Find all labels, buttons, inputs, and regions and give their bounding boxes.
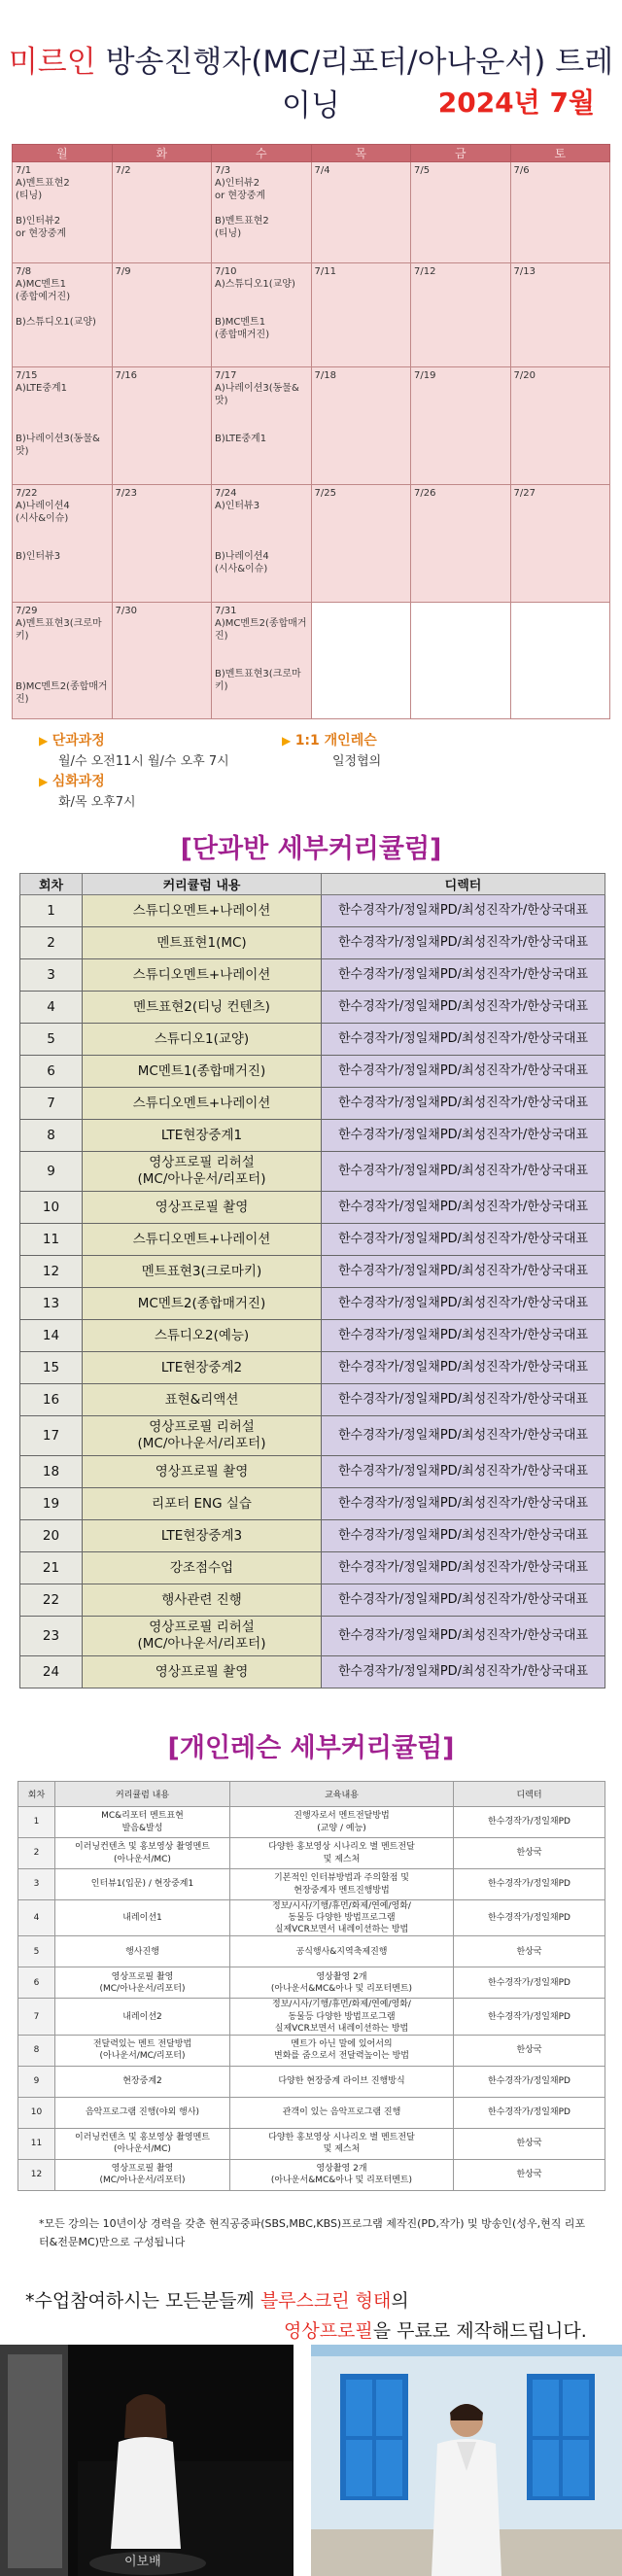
content-cell: 표현&리액션 [83, 1384, 322, 1416]
director-cell: 한수경작가/정일채PD/최성진작가/한상국대표 [322, 1488, 605, 1520]
col-header-round: 회차 [18, 1782, 55, 1807]
table-header-row [18, 1782, 605, 1807]
director-cell: 한수경작가/정일채PD/최성진작가/한상국대표 [322, 895, 605, 927]
round-cell: 19 [20, 1488, 83, 1520]
round-cell: 2 [18, 1838, 55, 1869]
weekday-sat: 토 [510, 145, 610, 162]
calendar-day-cell [411, 603, 511, 719]
calendar-day-cell: 7/19 [411, 367, 511, 485]
schedule-calendar [12, 144, 610, 719]
round-cell: 10 [18, 2097, 55, 2128]
round-cell: 21 [20, 1552, 83, 1584]
content-cell: 멘트표현2(티닝 컨텐츠) [83, 992, 322, 1024]
director-cell: 한수경작가/정일채PD/최성진작가/한상국대표 [322, 1320, 605, 1352]
table-row [20, 1656, 605, 1688]
director-cell: 한수경작가/정일채PD/최성진작가/한상국대표 [322, 1288, 605, 1320]
table-row [18, 1807, 605, 1838]
content-cell: 이러닝컨텐츠 및 홍보영상 촬영멘트 (아나운서/MC) [55, 2128, 230, 2159]
weekday-tue: 화 [112, 145, 212, 162]
round-cell: 12 [18, 2159, 55, 2190]
table-row [20, 1617, 605, 1656]
education-cell: 영상촬영 2개 (아나운서&MC&아나 및 리포터멘트) [230, 2159, 454, 2190]
weekday-mon: 월 [13, 145, 113, 162]
calendar-day-cell: 7/17 A)나레이션3(동물&맛) B)LTE중계1 [212, 367, 312, 485]
director-cell: 한상국 [454, 2128, 605, 2159]
director-cell: 한수경작가/정일채PD [454, 2066, 605, 2097]
deep-course-heading: 심화과정 [52, 774, 105, 789]
content-cell: 영상프로필 촬영 [83, 1192, 322, 1224]
round-cell: 9 [20, 1152, 83, 1192]
table-row [18, 2035, 605, 2066]
month-label: 2024년 7월 [437, 87, 595, 119]
calendar-week-row [13, 162, 610, 263]
calendar-day-cell: 7/8 A)MC멘트1 (종합예거진) B)스튜디오1(교양) [13, 263, 113, 367]
calendar-day-cell: 7/16 [112, 367, 212, 485]
round-cell: 5 [20, 1024, 83, 1056]
calendar-day-cell: 7/15 A)LTE중계1 B)나레이션3(동물&맛) [13, 367, 113, 485]
director-cell: 한수경작가/정일채PD/최성진작가/한상국대표 [322, 1192, 605, 1224]
education-cell: 공식행사&지역축제진행 [230, 1936, 454, 1967]
director-cell: 한수경작가/정일채PD/최성진작가/한상국대표 [322, 1617, 605, 1656]
calendar-day-cell: 7/22 A)나레이션4 (시사&이슈) B)인터뷰3 [13, 485, 113, 603]
director-cell: 한수경작가/정일채PD/최성진작가/한상국대표 [322, 1416, 605, 1456]
round-cell: 12 [20, 1256, 83, 1288]
content-cell: 행사진행 [55, 1936, 230, 1967]
round-cell: 11 [20, 1224, 83, 1256]
table-row [20, 1416, 605, 1456]
cta-highlight: 블루스크린 형태 [259, 2290, 392, 2312]
education-cell: 정보/시사/기행/휴먼/화제/연예/영화/ 동물등 다양한 방법프로그램 실제VCR보면서 내레이션하는 방법 [230, 1999, 454, 2035]
round-cell: 22 [20, 1584, 83, 1617]
table-row [18, 1967, 605, 1999]
table-row [20, 992, 605, 1024]
col-header-director: 디렉터 [322, 874, 605, 895]
table-row [20, 1088, 605, 1120]
round-cell: 13 [20, 1288, 83, 1320]
round-cell: 7 [20, 1088, 83, 1120]
content-cell: 영상프로필 리허설 (MC/아나운서/리포터) [83, 1152, 322, 1192]
table-row [18, 1869, 605, 1900]
round-cell: 10 [20, 1192, 83, 1224]
cta-text: 의 [391, 2290, 409, 2312]
weekday-thu: 목 [311, 145, 411, 162]
footnote: *모든 강의는 10년이상 경력을 갖춘 현직공중파(SBS,MBC,KBS)프로그램 제작진(PD,작가) 및 방송인(성우,현직 리포터&전문MC)만으로 구성됩니다 [39, 2217, 586, 2248]
cta-highlight: 영상프로필 [284, 2320, 373, 2342]
director-cell: 한수경작가/정일채PD/최성진작가/한상국대표 [322, 1584, 605, 1617]
table-header-row [20, 874, 605, 895]
calendar-day-cell: 7/12 [411, 263, 511, 367]
round-cell: 5 [18, 1936, 55, 1967]
round-cell: 1 [20, 895, 83, 927]
round-cell: 16 [20, 1384, 83, 1416]
table-row [18, 1900, 605, 1936]
table-row [18, 1936, 605, 1967]
deep-course-time: 화/목 오후7시 [58, 795, 136, 810]
content-cell: 행사관련 진행 [83, 1584, 322, 1617]
calendar-day-cell: 7/30 [112, 603, 212, 719]
round-cell: 8 [20, 1120, 83, 1152]
content-cell: 내레이션2 [55, 1999, 230, 2035]
table-row [20, 1056, 605, 1088]
table-row [20, 1384, 605, 1416]
calendar-day-cell: 7/31 A)MC멘트2(종합매거진) B)멘트표현3(크로마키) [212, 603, 312, 719]
content-cell: MC&리포터 멘트표현 발음&발성 [55, 1807, 230, 1838]
triangle-icon: ▶ [39, 775, 49, 788]
director-cell: 한수경작가/정일채PD [454, 2097, 605, 2128]
director-cell: 한상국 [454, 2159, 605, 2190]
content-cell: 스튜디오1(교양) [83, 1024, 322, 1056]
private-curriculum-table [17, 1781, 605, 2191]
content-cell: 영상프로필 촬영 [83, 1656, 322, 1688]
calendar-day-cell: 7/11 [311, 263, 411, 367]
content-cell: 스튜디오멘트+나레이션 [83, 959, 322, 992]
director-cell: 한수경작가/정일채PD/최성진작가/한상국대표 [322, 1224, 605, 1256]
content-cell: LTE현장중계3 [83, 1520, 322, 1552]
section-title-private: [개인레슨 세부커리큘럼] [167, 1733, 455, 1763]
round-cell: 9 [18, 2066, 55, 2097]
content-cell: 리포터 ENG 실습 [83, 1488, 322, 1520]
director-cell: 한수경작가/정일채PD/최성진작가/한상국대표 [322, 1656, 605, 1688]
director-cell: 한수경작가/정일채PD/최성진작가/한상국대표 [322, 1352, 605, 1384]
table-row [20, 1456, 605, 1488]
calendar-day-cell: 7/9 [112, 263, 212, 367]
table-row [20, 1256, 605, 1288]
round-cell: 2 [20, 927, 83, 959]
content-cell: 강조점수업 [83, 1552, 322, 1584]
calendar-day-cell: 7/27 [510, 485, 610, 603]
calendar-day-cell: 7/6 [510, 162, 610, 263]
director-cell: 한상국 [454, 2035, 605, 2066]
cta-line-2 [284, 2316, 587, 2343]
education-cell: 다양한 홍보영상 시나리오 별 멘트전달 및 제스처 [230, 2128, 454, 2159]
table-row [20, 1192, 605, 1224]
round-cell: 24 [20, 1656, 83, 1688]
education-cell: 영상촬영 2개 (아나운서&MC&아나 및 리포터멘트) [230, 1967, 454, 1999]
single-course-heading: 단과과정 [52, 733, 105, 748]
table-row [20, 1552, 605, 1584]
content-cell: 스튜디오멘트+나레이션 [83, 1224, 322, 1256]
round-cell: 23 [20, 1617, 83, 1656]
content-cell: 멘트표현1(MC) [83, 927, 322, 959]
calendar-day-cell: 7/2 [112, 162, 212, 263]
content-cell: 인터뷰1(입문) / 현장중계1 [55, 1869, 230, 1900]
director-cell: 한수경작가/정일채PD [454, 1967, 605, 1999]
calendar-day-cell: 7/26 [411, 485, 511, 603]
col-header-education: 교육내용 [230, 1782, 454, 1807]
round-cell: 4 [20, 992, 83, 1024]
education-cell: 멘트가 아닌 말에 있어서의 변화를 줌으로서 전달력높이는 방법 [230, 2035, 454, 2066]
table-row [18, 2097, 605, 2128]
title-text: 방송진행자(MC/리포터/아나운서) 트레이닝 [105, 45, 614, 123]
content-cell: 스튜디오멘트+나레이션 [83, 1088, 322, 1120]
content-cell: 전달력있는 멘트 전달방법 (아나운서/MC/리포터) [55, 2035, 230, 2066]
director-cell: 한수경작가/정일채PD/최성진작가/한상국대표 [322, 959, 605, 992]
education-cell: 다양한 홍보영상 시나리오 별 멘트전달 및 제스처 [230, 1838, 454, 1869]
profile-photo-left [0, 2345, 294, 2576]
triangle-icon: ▶ [282, 734, 292, 748]
round-cell: 14 [20, 1320, 83, 1352]
table-row [18, 1999, 605, 2035]
content-cell: 영상프로필 촬영 [83, 1456, 322, 1488]
round-cell: 17 [20, 1416, 83, 1456]
calendar-day-cell: 7/20 [510, 367, 610, 485]
director-cell: 한수경작가/정일채PD/최성진작가/한상국대표 [322, 992, 605, 1024]
content-cell: 음악프로그램 진행(야외 행사) [55, 2097, 230, 2128]
calendar-day-cell: 7/23 [112, 485, 212, 603]
calendar-weekday-row [13, 145, 610, 162]
weekday-wed: 수 [212, 145, 312, 162]
table-row [20, 1152, 605, 1192]
table-row [20, 1288, 605, 1320]
single-course-time: 월/수 오전11시 월/수 오후 7시 [58, 754, 229, 769]
private-legend [282, 731, 381, 772]
cta-line-1 [25, 2286, 409, 2313]
section-title-single: [단과반 세부커리큘럼] [180, 834, 442, 864]
director-cell: 한상국 [454, 1838, 605, 1869]
single-curriculum-table [19, 873, 605, 1688]
col-header-round: 회차 [20, 874, 83, 895]
studio-photo-illustration [0, 2345, 294, 2576]
triangle-icon: ▶ [39, 734, 49, 748]
table-row [20, 1224, 605, 1256]
round-cell: 8 [18, 2035, 55, 2066]
col-header-content: 커리큘럼 내용 [55, 1782, 230, 1807]
director-cell: 한수경작가/정일채PD/최성진작가/한상국대표 [322, 927, 605, 959]
private-lesson-heading: 1:1 개인레슨 [294, 733, 377, 748]
round-cell: 6 [18, 1967, 55, 1999]
content-cell: 영상프로필 촬영 (MC/아나운서/리포터) [55, 2159, 230, 2190]
content-cell: 멘트표현3(크로마키) [83, 1256, 322, 1288]
content-cell: 영상프로필 리허설 (MC/아나운서/리포터) [83, 1617, 322, 1656]
calendar-day-cell: 7/29 A)멘트표현3(크로마키) B)MC멘트2(종합매거진) [13, 603, 113, 719]
table-row [20, 895, 605, 927]
calendar-day-cell: 7/13 [510, 263, 610, 367]
calendar-day-cell: 7/5 [411, 162, 511, 263]
director-cell: 한수경작가/정일채PD [454, 1807, 605, 1838]
round-cell: 15 [20, 1352, 83, 1384]
brand-name: 미르인 [8, 45, 96, 80]
education-cell: 다양한 현장중계 라이브 진행방식 [230, 2066, 454, 2097]
table-row [18, 2066, 605, 2097]
content-cell: 스튜디오2(예능) [83, 1320, 322, 1352]
table-row [20, 1024, 605, 1056]
director-cell: 한수경작가/정일채PD/최성진작가/한상국대표 [322, 1520, 605, 1552]
content-cell: 영상프로필 촬영 (MC/아나운서/리포터) [55, 1967, 230, 1999]
content-cell: 스튜디오멘트+나레이션 [83, 895, 322, 927]
table-row [18, 2159, 605, 2190]
round-cell: 4 [18, 1900, 55, 1936]
calendar-day-cell: 7/25 [311, 485, 411, 603]
director-cell: 한수경작가/정일채PD/최성진작가/한상국대표 [322, 1384, 605, 1416]
calendar-week-row [13, 603, 610, 719]
table-row [18, 2128, 605, 2159]
round-cell: 7 [18, 1999, 55, 2035]
round-cell: 6 [20, 1056, 83, 1088]
calendar-day-cell: 7/4 [311, 162, 411, 263]
director-cell: 한상국 [454, 1936, 605, 1967]
content-cell: MC멘트1(종합매거진) [83, 1056, 322, 1088]
round-cell: 11 [18, 2128, 55, 2159]
round-cell: 3 [18, 1869, 55, 1900]
director-cell: 한수경작가/정일채PD/최성진작가/한상국대표 [322, 1056, 605, 1088]
content-cell: 영상프로필 리허설 (MC/아나운서/리포터) [83, 1416, 322, 1456]
director-cell: 한수경작가/정일채PD/최성진작가/한상국대표 [322, 1256, 605, 1288]
content-cell: LTE현장중계1 [83, 1120, 322, 1152]
cta-text: *수업참여하시는 모든분들께 [25, 2290, 260, 2312]
calendar-day-cell: 7/10 A)스튜디오1(교양) B)MC멘트1 (종합매거진) [212, 263, 312, 367]
col-header-director: 디렉터 [454, 1782, 605, 1807]
table-row [20, 1352, 605, 1384]
education-cell: 정보/시사/기행/휴먼/화제/연예/영화/ 동물등 다양한 방법프로그램 실제VCR보면서 내레이션하는 방법 [230, 1900, 454, 1936]
round-cell: 3 [20, 959, 83, 992]
calendar-day-cell [311, 603, 411, 719]
table-row [20, 1320, 605, 1352]
private-lesson-time: 일정협의 [332, 754, 382, 769]
calendar-day-cell: 7/18 [311, 367, 411, 485]
round-cell: 20 [20, 1520, 83, 1552]
course-legend [39, 731, 229, 813]
director-cell: 한수경작가/정일채PD/최성진작가/한상국대표 [322, 1456, 605, 1488]
round-cell: 1 [18, 1807, 55, 1838]
director-cell: 한수경작가/정일채PD [454, 1999, 605, 2035]
calendar-day-cell: 7/3 A)인터뷰2 or 현장중계 B)멘트표현2 (티닝) [212, 162, 312, 263]
round-cell: 18 [20, 1456, 83, 1488]
calendar-week-row [13, 263, 610, 367]
table-row [20, 1120, 605, 1152]
director-cell: 한수경작가/정일채PD/최성진작가/한상국대표 [322, 1088, 605, 1120]
table-row [18, 1838, 605, 1869]
content-cell: MC멘트2(종합매거진) [83, 1288, 322, 1320]
education-cell: 진행자로서 멘트전달방법 (교양 / 예능) [230, 1807, 454, 1838]
calendar-week-row [13, 367, 610, 485]
calendar-day-cell: 7/1 A)멘트표현2 (티닝) B)인터뷰2 or 현장중계 [13, 162, 113, 263]
col-header-content: 커리큘럼 내용 [83, 874, 322, 895]
profile-photo-right [311, 2345, 622, 2576]
table-row [20, 1488, 605, 1520]
content-cell: 현장중계2 [55, 2066, 230, 2097]
content-cell: 이러닝컨텐츠 및 홍보영상 촬영멘트 (아나운서/MC) [55, 1838, 230, 1869]
calendar-week-row [13, 485, 610, 603]
calendar-day-cell [510, 603, 610, 719]
content-cell: 내레이션1 [55, 1900, 230, 1936]
director-cell: 한수경작가/정일채PD [454, 1869, 605, 1900]
content-cell: LTE현장중계2 [83, 1352, 322, 1384]
photo-caption: 이보배 [124, 2555, 161, 2569]
calendar-day-cell: 7/24 A)인터뷰3 B)나레이션4 (시사&이슈) [212, 485, 312, 603]
director-cell: 한수경작가/정일채PD [454, 1900, 605, 1936]
director-cell: 한수경작가/정일채PD/최성진작가/한상국대표 [322, 1152, 605, 1192]
cta-text: 을 무료로 제작해드립니다. [372, 2320, 587, 2342]
weekday-fri: 금 [411, 145, 511, 162]
table-row [20, 1520, 605, 1552]
santorini-photo-illustration [311, 2345, 622, 2576]
director-cell: 한수경작가/정일채PD/최성진작가/한상국대표 [322, 1120, 605, 1152]
director-cell: 한수경작가/정일채PD/최성진작가/한상국대표 [322, 1024, 605, 1056]
education-cell: 기본적인 인터뷰방법과 주의할점 및 현장중계자 멘트진행방법 [230, 1869, 454, 1900]
table-row [20, 959, 605, 992]
director-cell: 한수경작가/정일채PD/최성진작가/한상국대표 [322, 1552, 605, 1584]
table-row [20, 927, 605, 959]
table-row [20, 1584, 605, 1617]
education-cell: 관객이 있는 음악프로그램 진행 [230, 2097, 454, 2128]
